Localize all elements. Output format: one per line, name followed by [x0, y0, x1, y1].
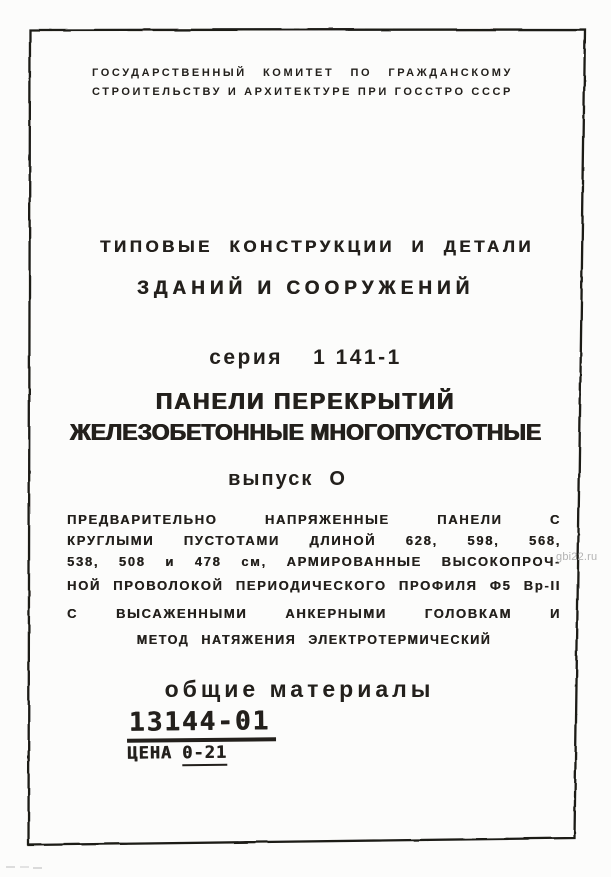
section-label: общие материалы	[164, 676, 435, 702]
series-number: 1 141-1	[313, 346, 402, 369]
description-line: С ВЫСАЖЕННЫМИ АНКЕРНЫМИ ГОЛОВКАМ И	[67, 606, 561, 621]
price-value: 0-21	[182, 743, 227, 766]
issue-row	[0, 468, 593, 491]
subject-title	[0, 388, 611, 446]
description-line: КРУГЛЫМИ ПУСТОТАМИ ДЛИНОЙ 628, 598, 568,	[67, 533, 561, 548]
description-paragraph	[67, 509, 561, 651]
tensioning-method-line: МЕТОД НАТЯЖЕНИЯ ЭЛЕКТРОТЕРМИЧЕСКИЙ	[136, 633, 492, 647]
price-label: ЦЕНА	[127, 743, 173, 764]
description-line: 538, 508 и 478 см, АРМИРОВАННЫЕ ВЫСОКОПРОЧ-	[67, 554, 561, 569]
description-line: НОЙ ПРОВОЛОКОЙ ПЕРИОДИЧЕСКОГО ПРОФИЛЯ Ф5 Вр-II	[67, 578, 561, 593]
series-title-line-1: ТИПОВЫЕ КОНСТРУКЦИИ И ДЕТАЛИ	[100, 237, 534, 256]
committee-line-1: ГОСУДАРСТВЕННЫЙ КОМИТЕТ ПО ГРАЖДАНСКОМУ	[92, 67, 513, 79]
subject-line-2: ЖЕЛЕЗОБЕТОННЫЕ МНОГОПУСТОТНЫЕ	[69, 419, 542, 445]
series-row	[0, 346, 611, 370]
issue-label: выпуск	[228, 468, 314, 490]
committee-header	[92, 64, 513, 102]
committee-line-2: СТРОИТЕЛЬСТВУ И АРХИТЕКТУРЕ ПРИ ГОССТРО СССР	[92, 86, 513, 98]
scan-smudge	[6, 866, 15, 868]
stamp-code: 13144-01	[127, 706, 277, 743]
watermark-text: gbi22.ru	[556, 551, 598, 563]
price-stamp	[127, 706, 277, 767]
issue-number: О	[329, 468, 347, 490]
description-line: ПРЕДВАРИТЕЛЬНО НАПРЯЖЕННЫЕ ПАНЕЛИ С	[67, 512, 561, 527]
series-title-line-2: ЗДАНИЙ И СООРУЖЕНИЙ	[136, 278, 475, 299]
subject-line-1: ПАНЕЛИ ПЕРЕКРЫТИЙ	[155, 388, 456, 414]
series-label: серия	[209, 346, 284, 369]
stamp-price-row	[127, 742, 276, 767]
